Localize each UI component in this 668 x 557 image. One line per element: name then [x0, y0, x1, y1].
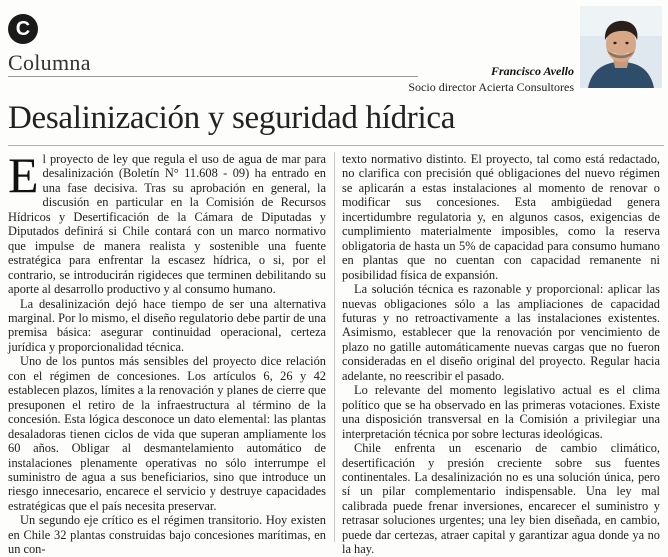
article-column-left	[8, 147, 326, 557]
paragraph: Chile enfrenta un escenario de cambio climático, desertificación y presión creciente sobre sus fuentes continentales. La desalinización no es una solución única, pero sí un pilar complementario indispensable. Una ley mal calibrada puede frenar inversiones, encarecer el suministro y retrasar soluciones urgentes; una ley bien diseñada, en cambio, puede dar certezas, atraer capital y garantizar agua donde ya no la hay.	[342, 441, 660, 557]
column-header	[0, 0, 668, 100]
paragraph: La desalinización dejó hace tiempo de ser una alternativa marginal. Por lo mismo, el diseño regulatorio debe partir de una premisa básica: asegurar continuidad operacional, certeza jurídica y proporcionalidad técnica.	[8, 296, 326, 354]
section-divider	[8, 76, 418, 77]
author-photo	[580, 6, 662, 88]
author-role: Socio director Acierta Consultores	[408, 80, 574, 94]
paragraph: Lo relevante del momento legislativo actual es el clima político que se ha observado en las primeras votaciones. Existe una disposición transversal en la Comisión a privilegiar una interpretación técnica por sobre lecturas ideológicas.	[342, 383, 660, 441]
paragraph: Un segundo eje crítico es el régimen transitorio. Hoy existen en Chile 32 plantas construidas bajo concesiones marítimas, en un con-	[8, 513, 326, 557]
article-column-right	[342, 152, 660, 557]
column-badge: C	[8, 14, 38, 44]
title-divider	[8, 145, 664, 146]
drop-cap: E	[8, 147, 39, 203]
paragraph: texto normativo distinto. El proyecto, tal como está redactado, no clarifica con precisión qué obligaciones del nuevo régimen se aplicarán a estas instalaciones al momento de renovar o modificar sus concesiones. Esta ambigüedad genera incertidumbre regulatoria y, en algunos casos, exigencias de cumplimiento materialmente imposibles, como la reserva obligatoria de hasta un 5% de capacidad para consumo humano en plantas que no cuentan con capacidad remanente ni posibilidad física de expansión.	[342, 152, 660, 282]
column-divider	[334, 152, 335, 542]
section-label: Columna	[8, 50, 91, 75]
author-name: Francisco Avello	[491, 64, 574, 78]
paragraph: Uno de los puntos más sensibles del proyecto dice relación con el régimen de concesiones. Los artículos 6, 26 y 42 establecen plazos, límites a la renovación y planes de cierre que presuponen el retiro de la infraestructura al término de la concesión. Esta lógica desconoce un dato elemental: las plantas desaladoras tienen ciclos de vida que superan ampliamente los 60 años. Obligar al desmantelamiento automático de instalaciones plenamente operativas no sólo interrumpe el suministro de agua a sus beneficiarios, sino que introduce un riesgo innecesario, encarece el servicio y destruye capacidades estratégicas que el país necesita preservar.	[8, 354, 326, 513]
portrait-photo-icon	[580, 6, 662, 88]
article-title: Desalinización y seguridad hídrica	[8, 100, 456, 136]
paragraph-text: l proyecto de ley que regula el uso de agua de mar para desalinización (Boletín N° 11.608 - 09) ha entrado en una fase decisiva. Tras su aprobación en general, la discusión en particular en la Comisión de Recursos Hídricos y Desertificación de la Cámara de Diputadas y Diputados definirá si Chile contará con un marco normativo que impulse de manera realista y sostenible una fuente estratégica para enfrentar la escasez hídrica, o si, por el contrario, se introducirán rigideces que terminen debilitando su aporte al desarrollo productivo y al consumo humano.	[8, 152, 326, 297]
paragraph	[8, 147, 326, 297]
paragraph: La solución técnica es razonable y proporcional: aplicar las nuevas obligaciones sólo a las ampliaciones de capacidad futuras y no retroactivamente a las instalaciones existentes. Asimismo, establecer que la renovación por vencimiento de plazo no gatille automáticamente nuevas cargas que no fueron consideradas en el diseño original del proyecto. Regular hacia adelante, no reescribir el pasado.	[342, 282, 660, 383]
